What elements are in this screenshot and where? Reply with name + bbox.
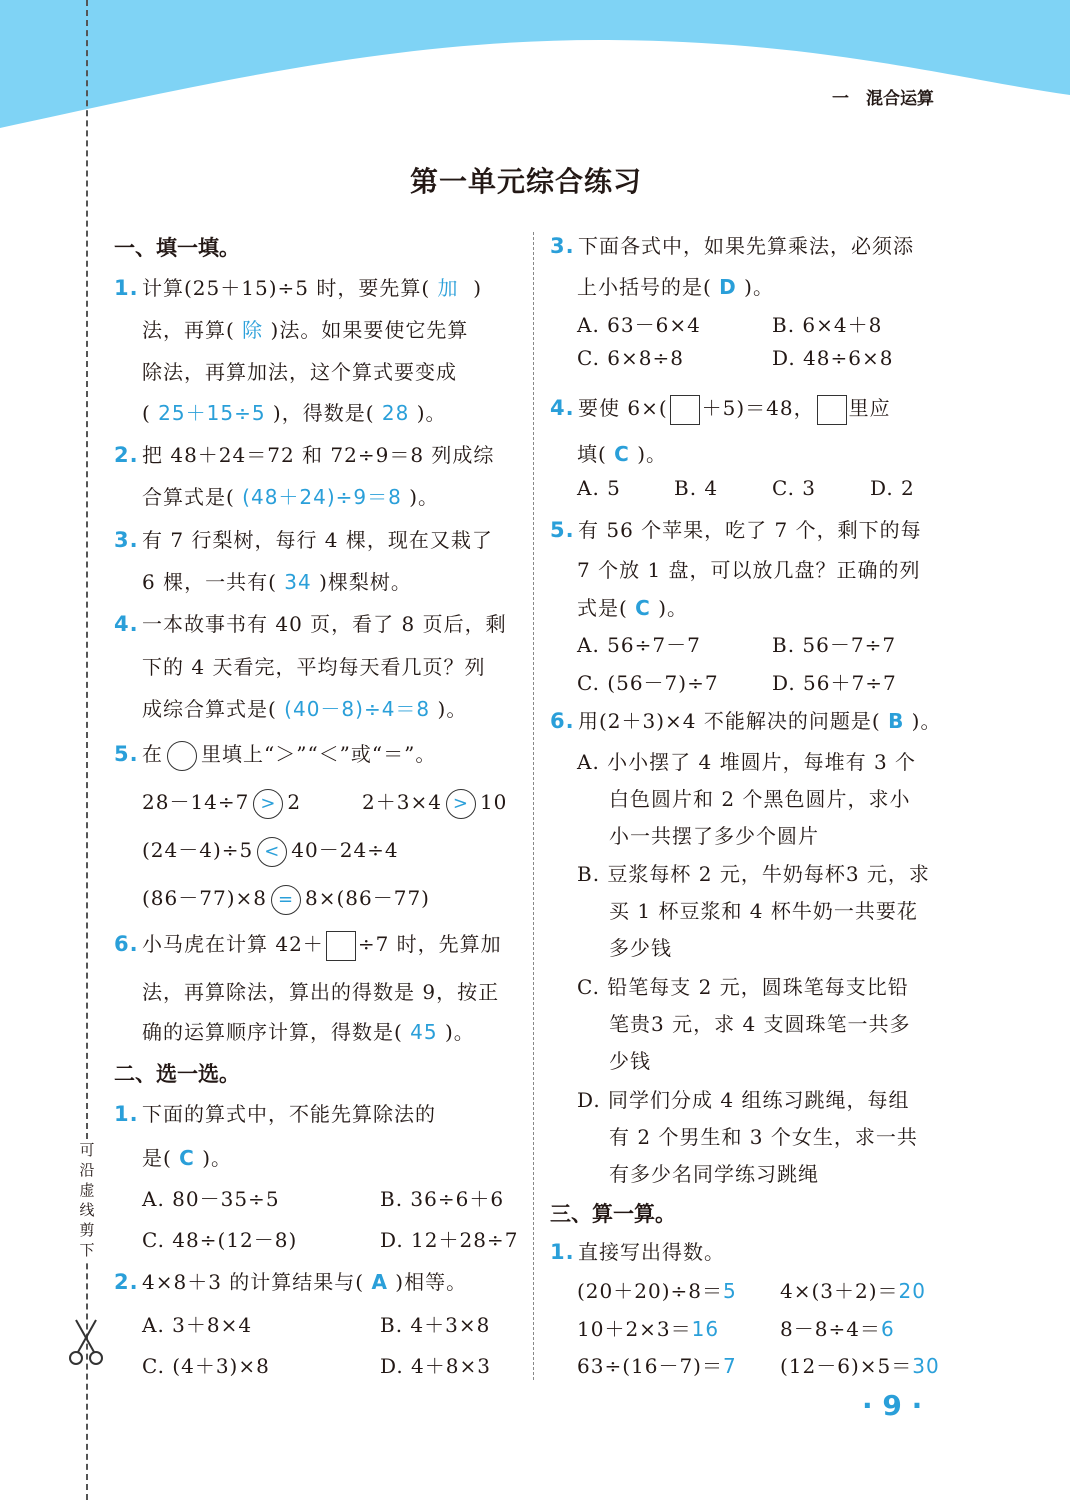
option-b-line2: 买 1 杯豆浆和 4 杯牛奶一共要花	[609, 899, 918, 923]
empty-circle-icon	[167, 741, 197, 771]
s1-q4-line3: 成综合算式是( (40－8)÷4＝8 )。	[142, 697, 468, 721]
option-c-line1: C. 铅笔每支 2 元，圆珠笔每支比铅	[577, 975, 909, 999]
page-title: 第一单元综合练习	[410, 165, 643, 198]
option: B. 6×4＋8	[772, 313, 883, 337]
blank-box	[817, 395, 847, 425]
s2-q1-line2: 是( C )。	[142, 1146, 233, 1170]
s1-q1-line3: 除法，再算加法，这个算式要变成	[142, 360, 457, 384]
option: D. 12＋28÷7	[380, 1228, 519, 1252]
option: D. 48÷6×8	[772, 346, 894, 370]
option: C. 48÷(12－8)	[142, 1228, 298, 1252]
option-c-line2: 笔贵3 元，求 4 支圆珠笔一共多	[609, 1012, 911, 1036]
option: D. 56＋7÷7	[772, 671, 897, 695]
answer: (48＋24)÷9＝8	[242, 485, 402, 509]
option-a-line3: 小一共摆了多少个圆片	[609, 824, 819, 848]
option-a-line1: A. 小小摆了 4 堆圆片，每堆有 3 个	[577, 750, 917, 774]
page-number: · 9 ·	[862, 1389, 923, 1422]
answer: 20	[898, 1279, 926, 1303]
section-3-heading: 三、算一算。	[550, 1202, 676, 1226]
s1-q6-line3: 确的运算顺序计算，得数是( 45 )。	[142, 1020, 475, 1044]
answer: 6	[880, 1317, 895, 1341]
blank-box	[670, 395, 700, 425]
option: C. (56－7)÷7	[577, 671, 719, 695]
blank-box	[326, 931, 356, 961]
s2-q6-line1: 6. 用(2＋3)×4 不能解决的问题是( B )。	[550, 709, 942, 733]
s2-q3-line1: 3. 下面各式中，如果先算乘法，必须添	[550, 234, 914, 258]
answer: 7	[723, 1354, 737, 1378]
option-b-line3: 多少钱	[609, 936, 672, 960]
answer: 加	[437, 276, 459, 300]
calc-item: 10＋2×3＝16	[577, 1317, 720, 1341]
option-b-line1: B. 豆浆每杯 2 元，牛奶每杯3 元，求	[577, 862, 930, 886]
option-d-line1: D. 同学们分成 4 组练习跳绳，每组	[577, 1088, 910, 1112]
s2-q2-line1: 2. 4×8＋3 的计算结果与( A )相等。	[114, 1270, 468, 1294]
s1-q2-line2: 合算式是( (48＋24)÷9＝8 )。	[142, 485, 440, 509]
cut-dashed-line	[86, 0, 88, 1500]
answer: 45	[410, 1020, 438, 1044]
calc-item: (12－6)×5＝30	[780, 1354, 940, 1378]
s1-q6-line2: 法，再算除法，算出的得数是 9，按正	[142, 980, 500, 1004]
s1-q2-line1: 2. 把 48＋24＝72 和 72÷9＝8 列成综	[114, 443, 495, 467]
option: B. 56－7÷7	[772, 633, 897, 657]
option: A. 63－6×4	[577, 313, 701, 337]
option: C. (4＋3)×8	[142, 1354, 270, 1378]
column-divider	[533, 232, 534, 1380]
s1-q4-line2: 下的 4 天看完，平均每天看几页？列	[142, 655, 486, 679]
section-label: 一 混合运算	[832, 89, 934, 109]
s2-q5-line2: 7 个放 1 盘，可以放几盘？正确的列	[577, 558, 921, 582]
section-1-heading: 一、填一填。	[114, 236, 240, 260]
calc-item: 4×(3＋2)＝20	[780, 1279, 926, 1303]
cut-instruction: 可 沿 虚 线 剪 下	[72, 1140, 102, 1260]
option: B. 36÷6＋6	[380, 1187, 505, 1211]
s2-q3-line2: 上小括号的是( D )。	[577, 275, 774, 299]
option-c-line3: 少钱	[609, 1049, 651, 1073]
s1-q4-line1: 4. 一本故事书有 40 页，看了 8 页后，剩	[114, 612, 507, 636]
s2-q5-line1: 5. 有 56 个苹果，吃了 7 个，剩下的每	[550, 518, 922, 542]
s1-q5-line1: 5. 在 里填上“＞”“＜”或“＝”。	[114, 738, 436, 771]
s2-q5-line3: 式是( C )。	[577, 596, 689, 620]
s1-q1-line2: 法，再算( 除 )法。如果要使它先算	[142, 318, 469, 342]
s1-q3-line1: 3. 有 7 行梨树，每行 4 棵，现在又栽了	[114, 528, 493, 552]
option-d-line2: 有 2 个男生和 3 个女生，求一共	[609, 1125, 918, 1149]
s1-q5-compare-2: 2＋3×4 > 10	[362, 786, 507, 819]
compare-circle: >	[446, 789, 476, 819]
answer: 5	[723, 1279, 737, 1303]
option: B. 4＋3×8	[380, 1313, 491, 1337]
option: D. 2	[870, 476, 915, 500]
option: D. 4＋8×3	[380, 1354, 491, 1378]
header-wave-background	[0, 0, 1070, 135]
s1-q1-line1: 1. 计算(25＋15)÷5 时，要先算( 加 )	[114, 276, 483, 300]
answer: C	[179, 1146, 195, 1170]
answer: C	[614, 442, 630, 466]
s2-q4-line1: 4. 要使 6×( ＋5)＝48， 里应	[550, 392, 891, 425]
answer: 28	[381, 401, 410, 425]
s1-q6-line1: 6. 小马虎在计算 42＋ ÷7 时，先算加	[114, 928, 502, 961]
compare-circle: =	[271, 885, 301, 915]
calc-item: (20＋20)÷8＝5	[577, 1279, 737, 1303]
scissors-icon	[68, 1318, 104, 1366]
calc-item: 63÷(16－7)＝7	[577, 1354, 737, 1378]
option: C. 3	[772, 476, 817, 500]
option: A. 5	[577, 476, 621, 500]
s1-q3-line2: 6 棵，一共有( 34 )棵梨树。	[142, 570, 412, 594]
option-d-line3: 有多少名同学练习跳绳	[609, 1162, 819, 1186]
answer: 16	[691, 1317, 720, 1341]
answer: 30	[912, 1354, 940, 1378]
option-a-line2: 白色圆片和 2 个黑色圆片，求小	[609, 787, 911, 811]
answer: C	[635, 596, 651, 620]
s2-q1-line1: 1. 下面的算式中，不能先算除法的	[114, 1102, 436, 1126]
answer: A	[371, 1270, 388, 1294]
s1-q1-line4: ( 25＋15÷5 )，得数是( 28 )。	[142, 401, 447, 425]
answer: 25＋15÷5	[158, 401, 266, 425]
s2-q4-line2: 填( C )。	[577, 442, 668, 466]
s1-q5-compare-1: 28－14÷7 > 2	[142, 786, 301, 819]
answer: (40－8)÷4＝8	[284, 697, 431, 721]
calc-item: 8－8÷4＝6	[780, 1317, 895, 1341]
answer: D	[719, 275, 737, 299]
compare-circle: <	[257, 837, 287, 867]
s1-q5-compare-3: (24－4)÷5 < 40－24÷4	[142, 834, 399, 867]
option: C. 6×8÷8	[577, 346, 684, 370]
s1-q5-compare-4: (86－77)×8 = 8×(86－77)	[142, 882, 430, 915]
option: A. 3＋8×4	[142, 1313, 253, 1337]
s3-q1-line1: 1. 直接写出得数。	[550, 1240, 725, 1264]
answer: 除	[242, 318, 264, 342]
compare-circle: >	[253, 789, 283, 819]
option: A. 80－35÷5	[142, 1187, 280, 1211]
option: B. 4	[674, 476, 719, 500]
section-2-heading: 二、选一选。	[114, 1062, 240, 1086]
option: A. 56÷7－7	[577, 633, 701, 657]
answer: B	[888, 709, 905, 733]
answer: 34	[284, 570, 312, 594]
